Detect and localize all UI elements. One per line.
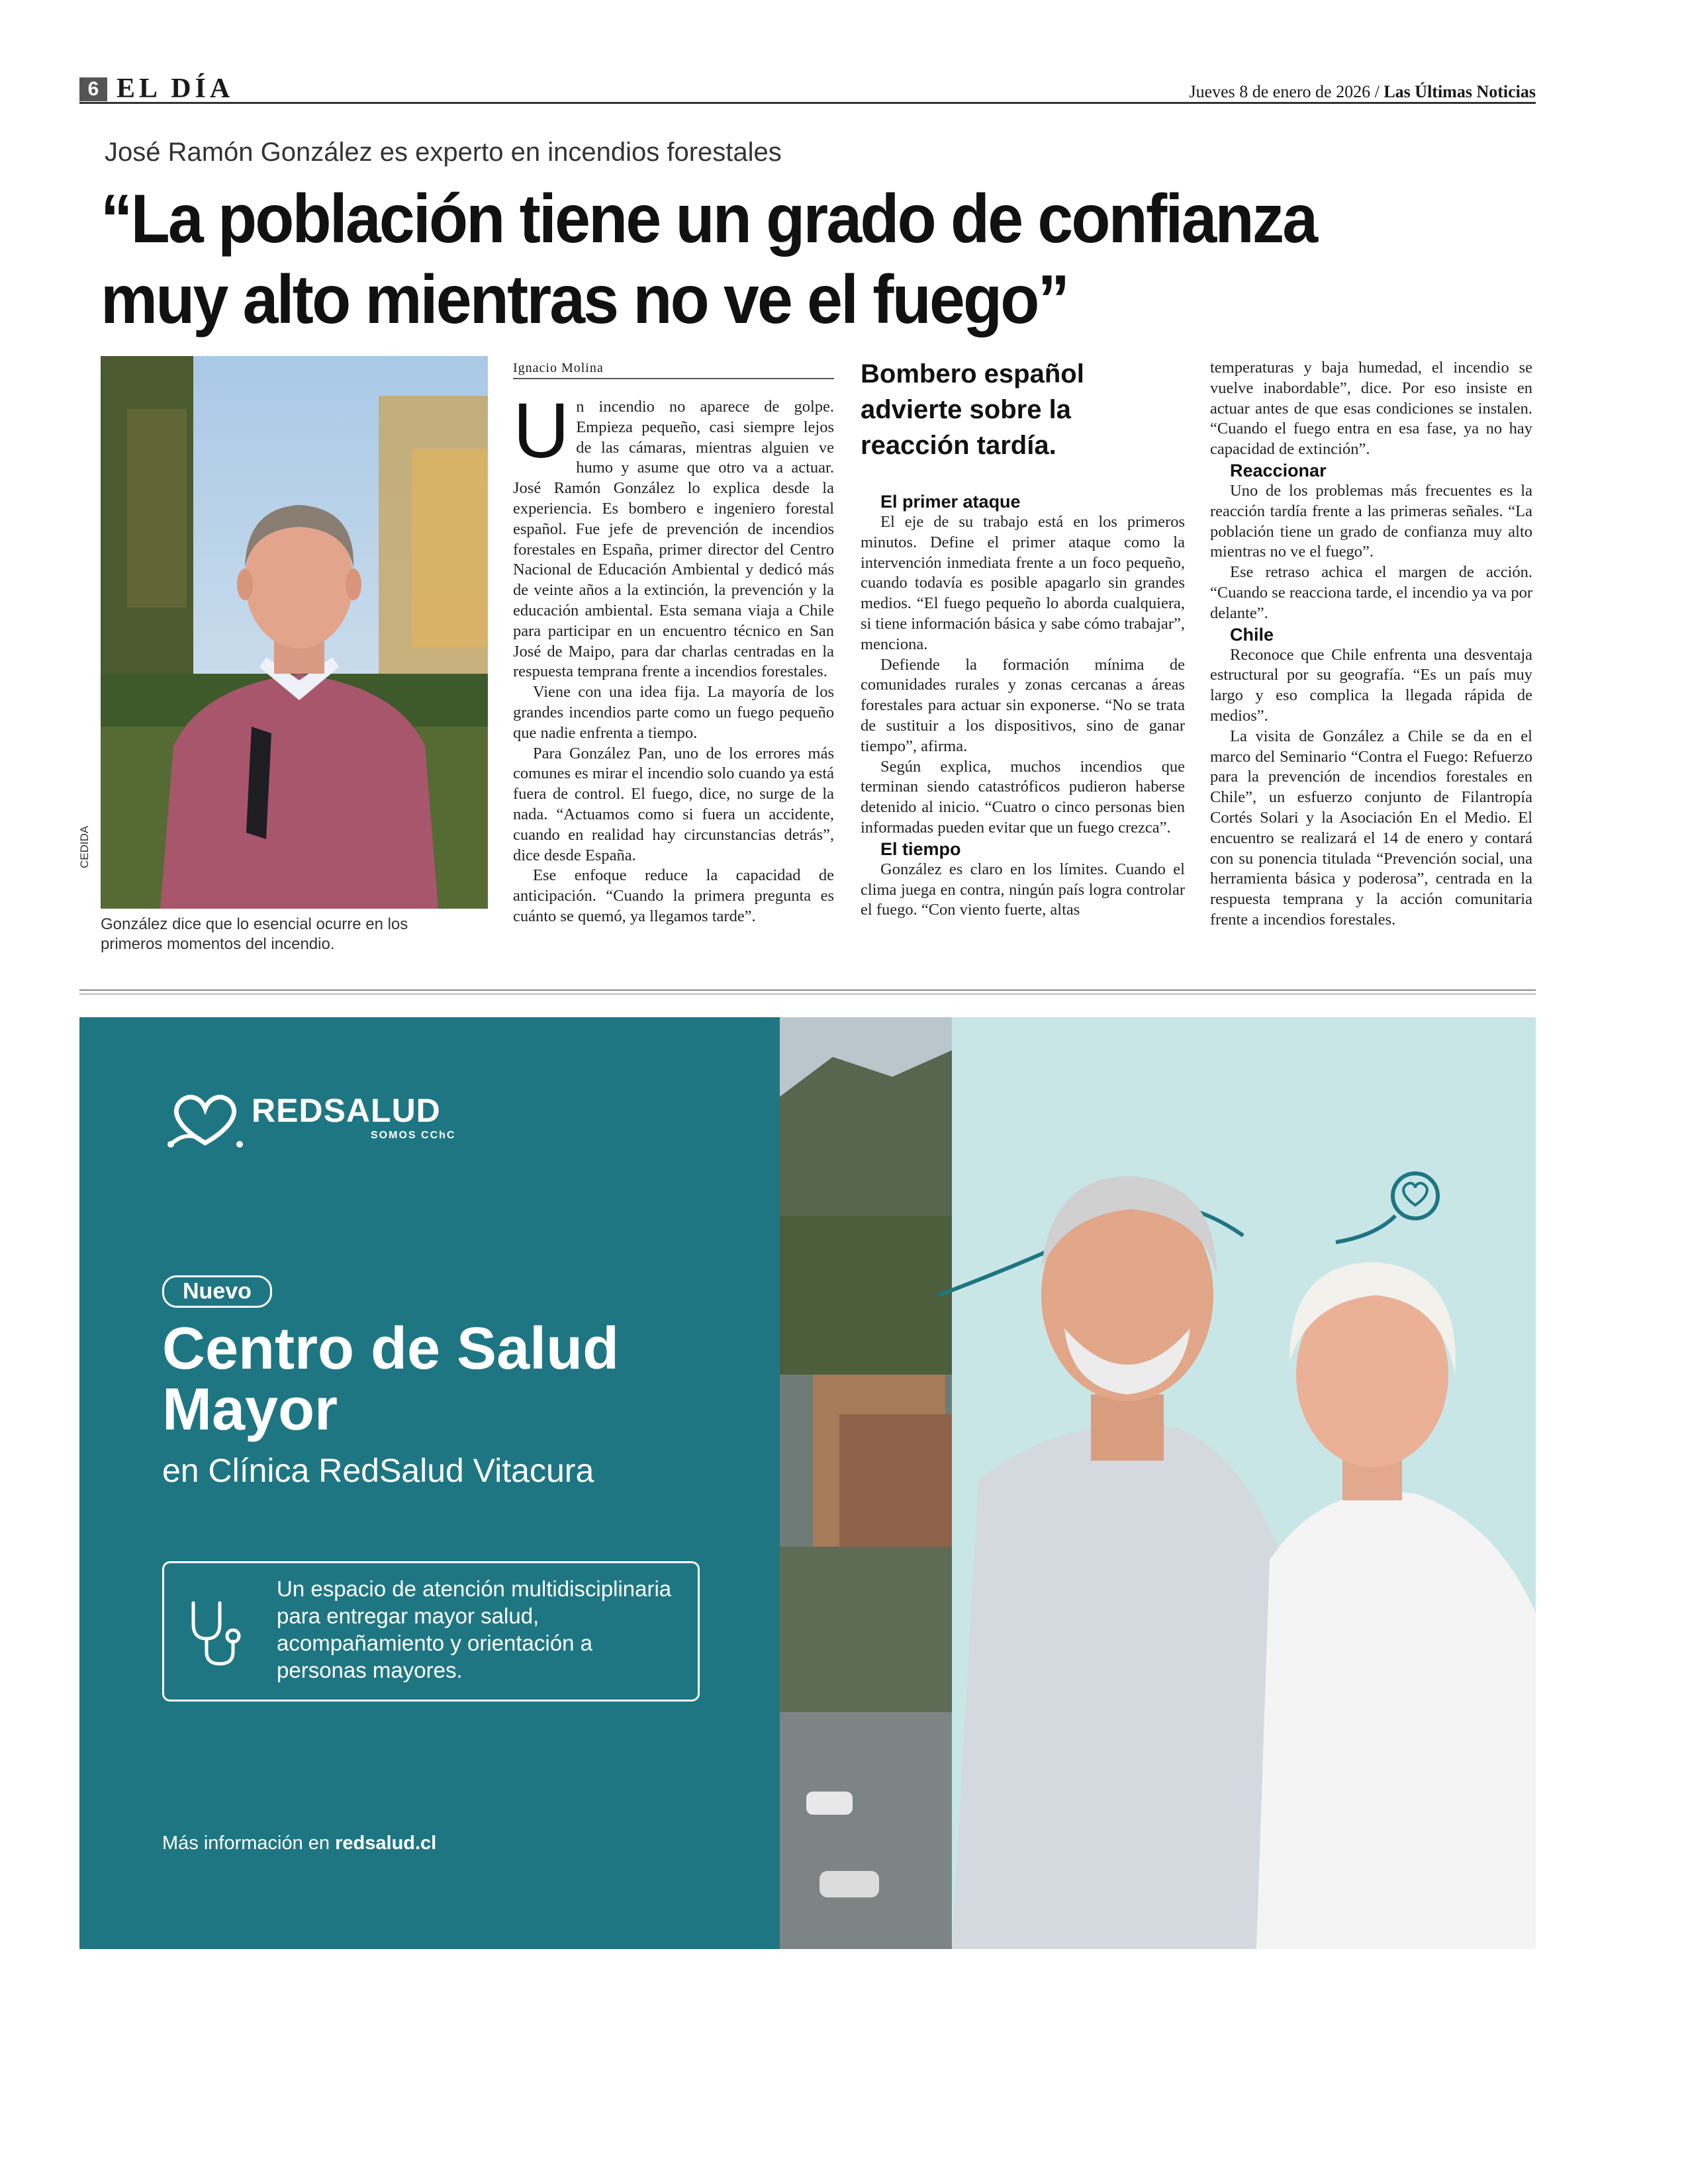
paragraph: Viene con una idea fija. La mayoría de los grandes incendios parte como un fuego pequeño que nadie enfrenta a tiempo. [513,683,834,742]
paragraph: Defiende la formación mínima de comunidades rurales y zonas cercanas a áreas forestales para actuar sin exponerse. “No se trata de sustituir a los dispositivos, sino de ganar tiempo”, afirma. [861,655,1185,755]
article-column-2 [861,356,1185,921]
section-title: EL DÍA [117,73,234,104]
photo-caption: González dice que lo esencial ocurre en los primeros momentos del incendio. [101,915,408,953]
article-column-1 [513,387,834,927]
heart-logo-icon [165,1091,245,1151]
subhead-reaccionar: Reaccionar [1230,460,1327,480]
paragraph: Ese enfoque reduce la capacidad de anticipación. “Cuando la primera pregunta es cuánto se quemó, ya llegamos tarde”. [513,866,834,925]
headline: “La población tiene un grado de confianza muy alto mientras no ve el fuego” [101,181,1317,338]
paragraph: Un incendio no aparece de golpe. Empieza pequeño, casi siempre lejos de las cámaras, mientras alguien ve humo y asume que otro va a actuar. José Ramón González lo explica desde la experiencia. Es bombero e ingeniero forestal español. Fue jefe de prevención de incendios forestales en España, primer director del Centro Nacional de Educación Ambiental y dedicó más de veinte años a la extinción, la prevención y la educación ambiental. Esta semana viaja a Chile para participar en un encuentro técnico en San José de Maipo, para dar charlas centradas en la respuesta temprana frente a incendios forestales. [513,387,834,681]
ad-subtitle: en Clínica RedSalud Vitacura [162,1452,594,1489]
page-number: 6 [79,77,107,101]
paragraph: temperaturas y baja humedad, el incendio se vuelve inabordable”, dice. Por eso insiste en actuar antes de que esas condiciones se instalen. “Cuando el fuego entra en esa fase, ya no hay capacidad de extinción”. [1210,359,1532,459]
stethoscope-icon [185,1598,252,1670]
ad-title: Centro de Salud Mayor [162,1316,620,1443]
ad-photo-illustration [780,1017,1536,1949]
more-info: Más información en redsalud.cl [162,1833,437,1854]
redsalud-advertisement[interactable] [79,1017,1536,1949]
website-link[interactable]: redsalud.cl [335,1833,437,1854]
paragraph: Reconoce que Chile enfrenta una desventaja estructural por su geografía. “Es un país muy largo y eso complica la llegada rápida de medios”. [1210,645,1532,725]
subhead-chile: Chile [1230,624,1274,645]
ad-text-panel [79,1017,780,1949]
date: Jueves 8 de enero de 2026 [1189,82,1371,101]
new-badge: Nuevo [162,1275,272,1308]
publication-name: Las Últimas Noticias [1383,82,1536,101]
header-rule [79,102,1536,104]
brand-name: REDSALUD [252,1092,441,1129]
portrait-photo [101,356,488,909]
subhead-primer-ataque: El primer ataque [880,492,1021,512]
article-column-3 [1210,358,1532,931]
subhead-el-tiempo: El tiempo [880,839,961,859]
kicker: José Ramón González es experto en incendios forestales [105,138,782,167]
ad-info-box [162,1561,700,1702]
paragraph: El eje de su trabajo está en los primeros minutos. Define el primer ataque como la intervención inmediata frente a un foco pequeño, cuando todavía es posible apagarlo sin grandes medios. “El fuego pequeño lo aborda cualquiera, si tiene información básica y sabe cómo trabajar”, menciona. [861,513,1185,653]
portrait-illustration [101,356,488,909]
photo-credit: CEDIDA [78,825,91,868]
paragraph: Según explica, muchos incendios que terminan siendo catastróficos pudieron haberse detenido al inicio. “Cuatro o cinco personas bien informadas pueden evitar que un fuego crezca”. [861,757,1185,837]
paragraph: Para González Pan, uno de los errores más comunes es mirar el incendio solo cuando ya está fuera de control. El fuego, dice, no surge de la nada. “Actuamos como si fuera un accidente, cuando en realidad hay circunstancias detrás”, dice desde España. [513,744,834,864]
paragraph: González es claro en los límites. Cuando el clima juega en contra, ningún país logra controlar el fuego. “Con viento fuerte, altas [861,860,1185,919]
paragraph: Uno de los problemas más frecuentes es la reacción tardía frente a las primeras señales. “La población tiene un grado de confianza muy alto mientras no ve el fuego”. [1210,481,1532,561]
paragraph: Ese retraso achica el margen de acción. “Cuando se reacciona tarde, el incendio ya va por delante”. [1210,563,1532,622]
brand-subtitle: SOMOS CChC [371,1130,456,1141]
drop-cap: U [513,387,570,475]
section-divider [79,989,1536,995]
deck: Bombero español advierte sobre la reacción tardía. [861,359,1084,460]
byline: Ignacio Molina [513,361,834,379]
dateline [1189,82,1536,102]
ad-image-panel [780,1017,1536,1949]
separator: / [1374,82,1380,101]
ad-description: Un espacio de atención multidisciplinaria para entregar mayor salud, acompañamiento y orientación a personas mayores. [277,1576,672,1682]
paragraph: La visita de González a Chile se da en el marco del Seminario “Contra el Fuego: Refuerzo para la prevención de incendios forestales en Chile”, un esfuerzo conjunto de Filantropía Cortés Solari y la Asociación En el Medio. El encuentro se realizará el 14 de enero y contará con su ponencia titulada “Prevención social, una herramienta básica y poderosa”, centrada en la respuesta temprana y la acción comunitaria frente a incendios forestales. [1210,727,1532,929]
